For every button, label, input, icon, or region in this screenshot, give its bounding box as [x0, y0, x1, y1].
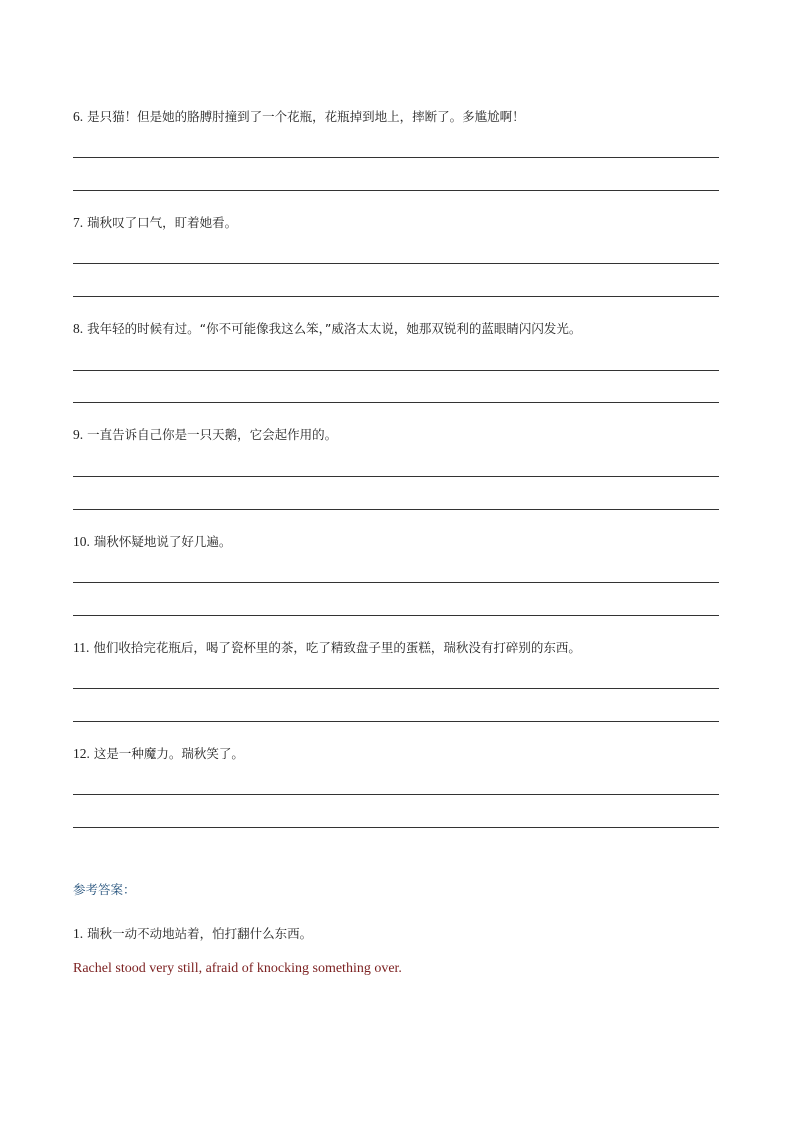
question-text: 这是一种魔力。瑞秋笑了。: [93, 746, 244, 761]
answer-line[interactable]: [73, 370, 719, 371]
answer-line[interactable]: [73, 509, 719, 510]
question-number: 9.: [73, 427, 84, 442]
question-number: 8.: [73, 321, 84, 336]
answer-line[interactable]: [73, 721, 719, 722]
answer-line[interactable]: [73, 263, 719, 264]
question-text: 一直告诉自己你是一只天鹅，它会起作用的。: [87, 427, 338, 442]
answer-line[interactable]: [73, 296, 719, 297]
answer-line[interactable]: [73, 582, 719, 583]
question-number: 6.: [73, 109, 84, 124]
question-12: [73, 746, 244, 762]
question-number: 12.: [73, 746, 90, 761]
answer-line[interactable]: [73, 794, 719, 795]
question-7: [73, 215, 237, 231]
answer-line[interactable]: [73, 688, 719, 689]
question-text: 我年轻的时候有过。“你不可能像我这么笨，”威洛太太说，她那双锐利的蓝眼睛闪闪发光。: [87, 321, 582, 336]
question-text: 是只猫！但是她的胳膊肘撞到了一个花瓶，花瓶掉到地上，摔断了。多尴尬啊！: [87, 109, 525, 124]
answer-line[interactable]: [73, 827, 719, 828]
question-number: 7.: [73, 215, 84, 230]
answer-line[interactable]: [73, 402, 719, 403]
answer-item-1: [73, 926, 312, 942]
question-8: [73, 321, 581, 337]
answer-translation: Rachel stood very still, afraid of knocking something over.: [73, 961, 402, 976]
question-number: 10.: [73, 534, 90, 549]
question-9: [73, 427, 337, 443]
question-6: [73, 109, 525, 125]
question-text: 瑞秋叹了口气，盯着她看。: [87, 215, 238, 230]
answer-line[interactable]: [73, 615, 719, 616]
answer-text: 瑞秋一动不动地站着，怕打翻什么东西。: [87, 926, 313, 941]
answer-line[interactable]: [73, 476, 719, 477]
question-10: [73, 534, 231, 550]
answer-number: 1.: [73, 926, 84, 941]
question-text: 瑞秋怀疑地说了好几遍。: [93, 534, 232, 549]
question-11: [73, 640, 581, 656]
question-text: 他们收拾完花瓶后，喝了瓷杯里的茶，吃了精致盘子里的蛋糕，瑞秋没有打碎别的东西。: [93, 640, 581, 655]
answers-heading: 参考答案：: [73, 882, 136, 897]
question-number: 11.: [73, 640, 90, 655]
answer-line[interactable]: [73, 157, 719, 158]
answer-line[interactable]: [73, 190, 719, 191]
